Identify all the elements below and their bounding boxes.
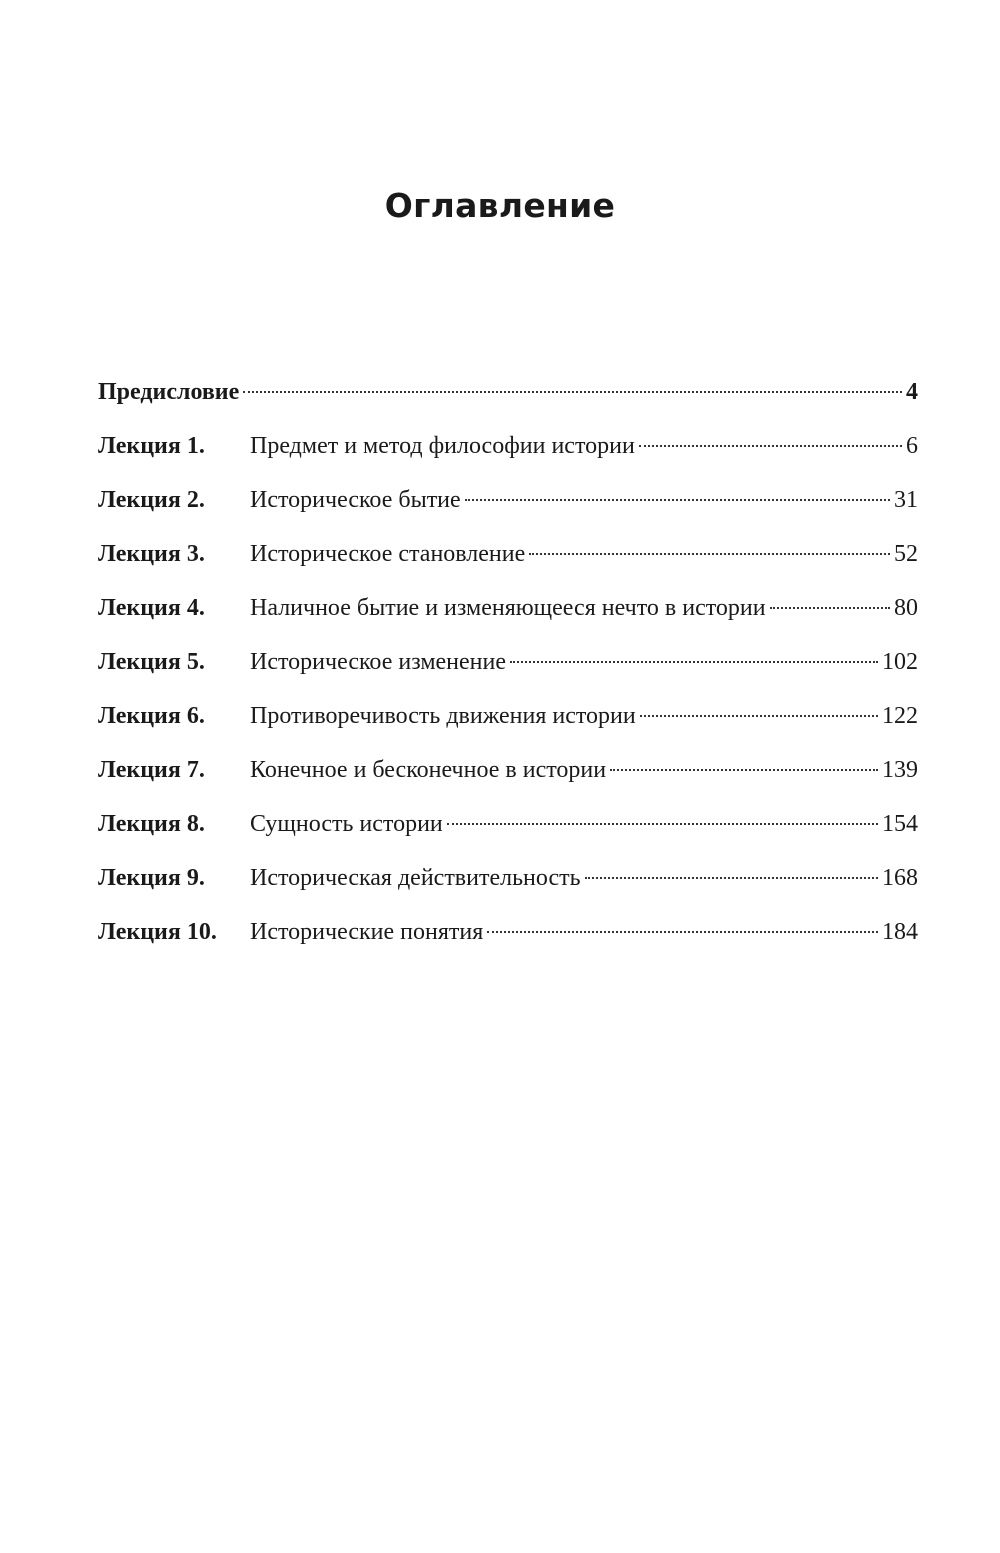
toc-entry-title: Историческое изменение (250, 649, 507, 675)
toc-entry-page: 102 (882, 649, 918, 675)
dot-leader (610, 768, 878, 771)
toc-entry-page: 31 (894, 487, 918, 513)
toc-entry-page: 168 (882, 865, 918, 891)
toc-entry-title: Конечное и бесконечное в истории (250, 757, 607, 783)
toc-entry-label: Лекция 10. (98, 919, 217, 945)
toc-entry-title: Сущность истории (250, 811, 443, 837)
toc-entry-lecture-3 (98, 532, 918, 586)
toc-entry-lecture-8 (98, 802, 918, 856)
toc-entry-title: Противоречивость движения истории (250, 703, 636, 729)
toc-entry-page: 6 (906, 433, 918, 459)
toc-entry-page: 4 (906, 379, 918, 405)
toc-entry-label: Лекция 8. (98, 811, 205, 837)
dot-leader (529, 552, 890, 555)
toc-entry-title: Наличное бытие и изменяющееся нечто в истории (250, 595, 766, 621)
toc-entry-lecture-2 (98, 478, 918, 532)
toc-entry-page: 52 (894, 541, 918, 567)
dot-leader (487, 930, 878, 933)
dot-leader (770, 606, 890, 609)
dot-leader (639, 444, 902, 447)
toc-entry-lecture-7 (98, 748, 918, 802)
toc-entry-label: Лекция 2. (98, 487, 205, 513)
dot-leader (243, 390, 902, 393)
dot-leader (447, 822, 878, 825)
toc-entry-page: 122 (882, 703, 918, 729)
dot-leader (510, 660, 878, 663)
toc-entry-label: Лекция 7. (98, 757, 205, 783)
toc-entry-label: Лекция 4. (98, 595, 205, 621)
toc-entry-label: Лекция 3. (98, 541, 205, 567)
toc-entry-label: Лекция 6. (98, 703, 205, 729)
table-of-contents (98, 370, 918, 964)
toc-entry-title: Историческое бытие (250, 487, 461, 513)
toc-entry-page: 184 (882, 919, 918, 945)
toc-entry-label: Лекция 9. (98, 865, 205, 891)
toc-entry-title: Историческое становление (250, 541, 526, 567)
dot-leader (640, 714, 878, 717)
page-title: Оглавление (384, 186, 616, 225)
toc-entry-title: Предисловие (98, 379, 240, 405)
toc-entry-lecture-5 (98, 640, 918, 694)
toc-entry-lecture-9 (98, 856, 918, 910)
toc-entry-preface (98, 370, 918, 424)
toc-entry-label: Лекция 1. (98, 433, 205, 459)
toc-entry-page: 139 (882, 757, 918, 783)
toc-entry-page: 154 (882, 811, 918, 837)
toc-entry-lecture-6 (98, 694, 918, 748)
toc-entry-lecture-1 (98, 424, 918, 478)
toc-entry-lecture-10 (98, 910, 918, 964)
dot-leader (465, 498, 890, 501)
toc-entry-title: Историческая действительность (250, 865, 581, 891)
dot-leader (585, 876, 878, 879)
toc-entry-lecture-4 (98, 586, 918, 640)
toc-entry-label: Лекция 5. (98, 649, 205, 675)
toc-entry-page: 80 (894, 595, 918, 621)
toc-entry-title: Предмет и метод философии истории (250, 433, 635, 459)
toc-entry-title: Исторические понятия (250, 919, 484, 945)
